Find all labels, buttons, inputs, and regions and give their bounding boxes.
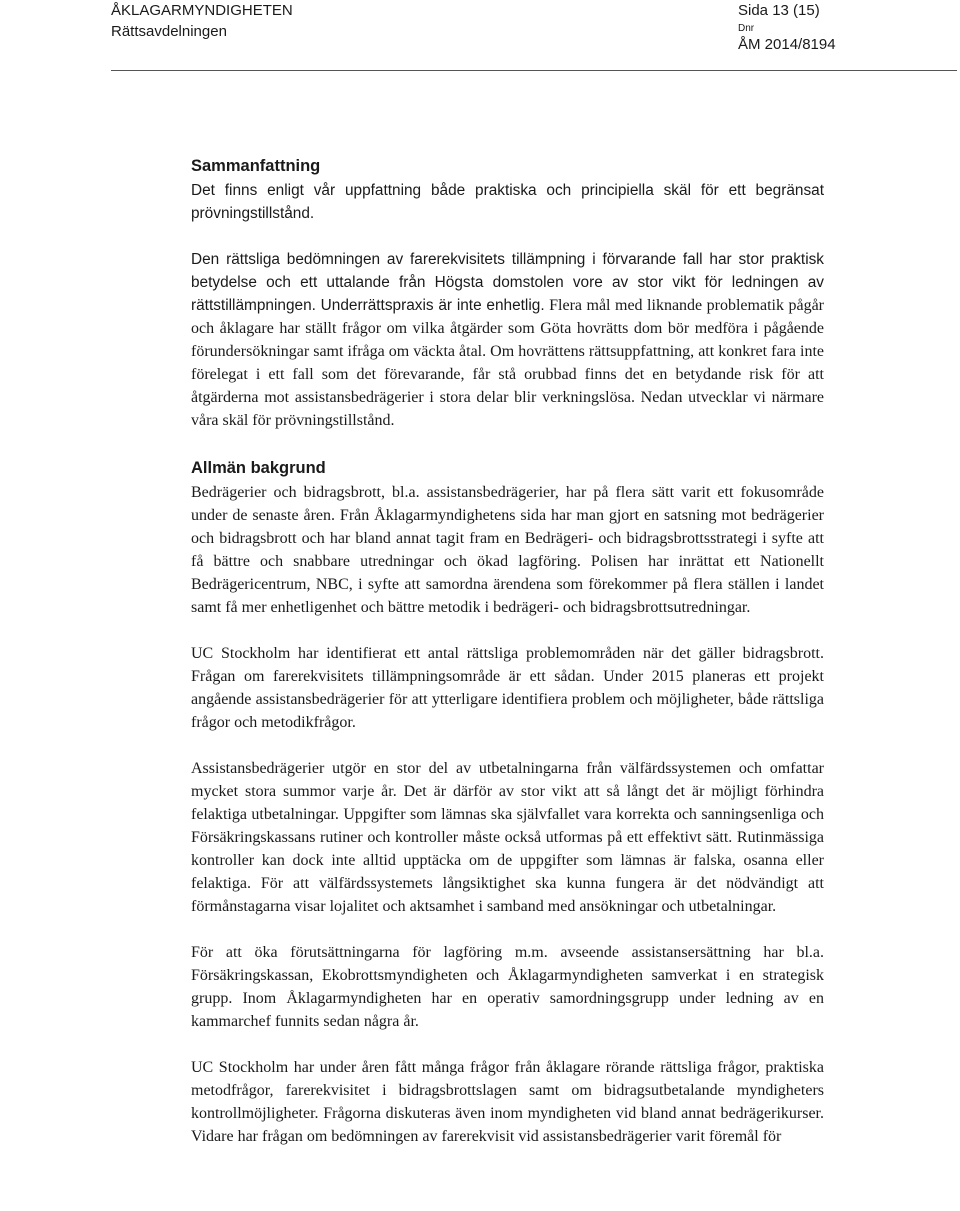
background-paragraph-1: Bedrägerier och bidragsbrott, bl.a. assistansbedrägerier, har på flera sätt varit ett fokusområde under de senaste åren. Från Åklagarmyndighetens sida har man gjort en satsning mot bedrägerier och bidragsbrott och har bland annat tagit fram en Bedrägeri- och bidragsbrottsstrategi i syfte att få bättre och snabbare utredningar och ökad lagföring. Polisen har inrättat ett Nationellt Bedrägericentrum, NBC, i syfte att samordna ärendena som förekommer på flera ställen i landet samt få mer enhetligenhet och bättre metodik i bedrägeri- och bidragsbrottsutredningar. (191, 484, 824, 616)
page-number: Sida 13 (15) (738, 2, 820, 19)
background-paragraph-5: UC Stockholm har under åren fått många frågor från åklagare rörande rättsliga frågor, praktiska metodfrågor, farerekvisitet i bidragsbrottslagen samt om bidragsutbetalande myndigheters kontrollmöjligheter. Frågorna diskuteras även inom myndigheten vid bland annat bedrägerikurser. Vidare har frågan om bedömningen av farerekvisit vid assistansbedrägerier varit föremål för (191, 1059, 824, 1145)
summary-paragraph-1: Det finns enligt vår uppfattning både praktiska och principiella skäl för ett begränsat prövningstillstånd. (191, 182, 824, 222)
dnr-label: Dnr (738, 23, 755, 34)
org-name: ÅKLAGARMYNDIGHETEN (111, 2, 293, 19)
header-right (738, 0, 836, 55)
dnr-reference: ÅM 2014/8194 (738, 36, 836, 53)
background-paragraph-3: Assistansbedrägerier utgör en stor del av utbetalningarna från välfärdssystemen och omfattar mycket stora summor varje år. Det är därför av stor vikt att så långt det är möjligt förhindra felaktiga utbetalningar. Uppgifter som lämnas ska självfallet vara korrekta och sanningsenliga och Försäkringskassans rutiner och kontroller måste också utformas på ett effektivt sätt. Rutinmässiga kontroller kan dock inte alltid upptäcka om de uppgifter som lämnas är falska, osanna eller felaktiga. För att välfärdssystemets långsiktighet ska kunna fungera är det nödvändigt att förmånstagarna visar lojalitet och aktsamhet i samband med ansökningar och utbetalningar. (191, 760, 824, 915)
summary-paragraph-2 (191, 248, 824, 432)
background-paragraph-4: För att öka förutsättningarna för lagföring m.m. avseende assistansersättning har bl.a. Försäkringskassan, Ekobrottsmyndigheten och Åklagarmyndigheten samverkat i en strategisk grupp. Inom Åklagarmyndigheten har en operativ samordningsgrupp under ledning av en kammarchef funnits sedan några år. (191, 944, 824, 1030)
summary-paragraph-2-part-c: Om hovrättens rättsuppfattning, att konkret fara inte förelegat i ett fall som det förevarande, får stå orubbad finns det en betydande risk för att åtgärderna mot assistansbedrägerier i stora delar blir verkningslösa. Nedan utvecklar vi närmare våra skäl för prövningstillstånd. (191, 343, 825, 429)
page-header (0, 0, 960, 70)
header-left (111, 0, 293, 42)
section-heading-summary: Sammanfattning (191, 157, 321, 175)
document-body (191, 153, 824, 1171)
header-divider (111, 70, 957, 71)
summary-paragraph-2-part-a: Den rättsliga bedömningen av farerekvisitets tillämpning i förvarande fall har stor praktisk betydelse och ett uttalande från Högsta domstolen vore av stor vikt för ledningen av rättstillämpningen. Underrättspraxis är inte enhetlig. (191, 251, 824, 314)
background-paragraph-2: UC Stockholm har identifierat ett antal rättsliga problemområden när det gäller bidragsbrott. Frågan om farerekvisitets tillämpningsområde är ett sådan. Under 2015 planeras ett projekt angående assistansbedrägerier för att ytterligare identifiera problem och möjligheter, både rättsliga frågor och metodikfrågor. (191, 645, 824, 731)
department-name: Rättsavdelningen (111, 23, 227, 40)
summary-paragraph-2-part-b: Flera mål med liknande problematik pågår och åklagare har ställt frågor om vilka åtgärder som Göta hovrätts dom bör medföra i pågående förundersökningar samt ifråga om väckta åtal. (191, 297, 824, 360)
section-heading-background: Allmän bakgrund (191, 459, 326, 477)
